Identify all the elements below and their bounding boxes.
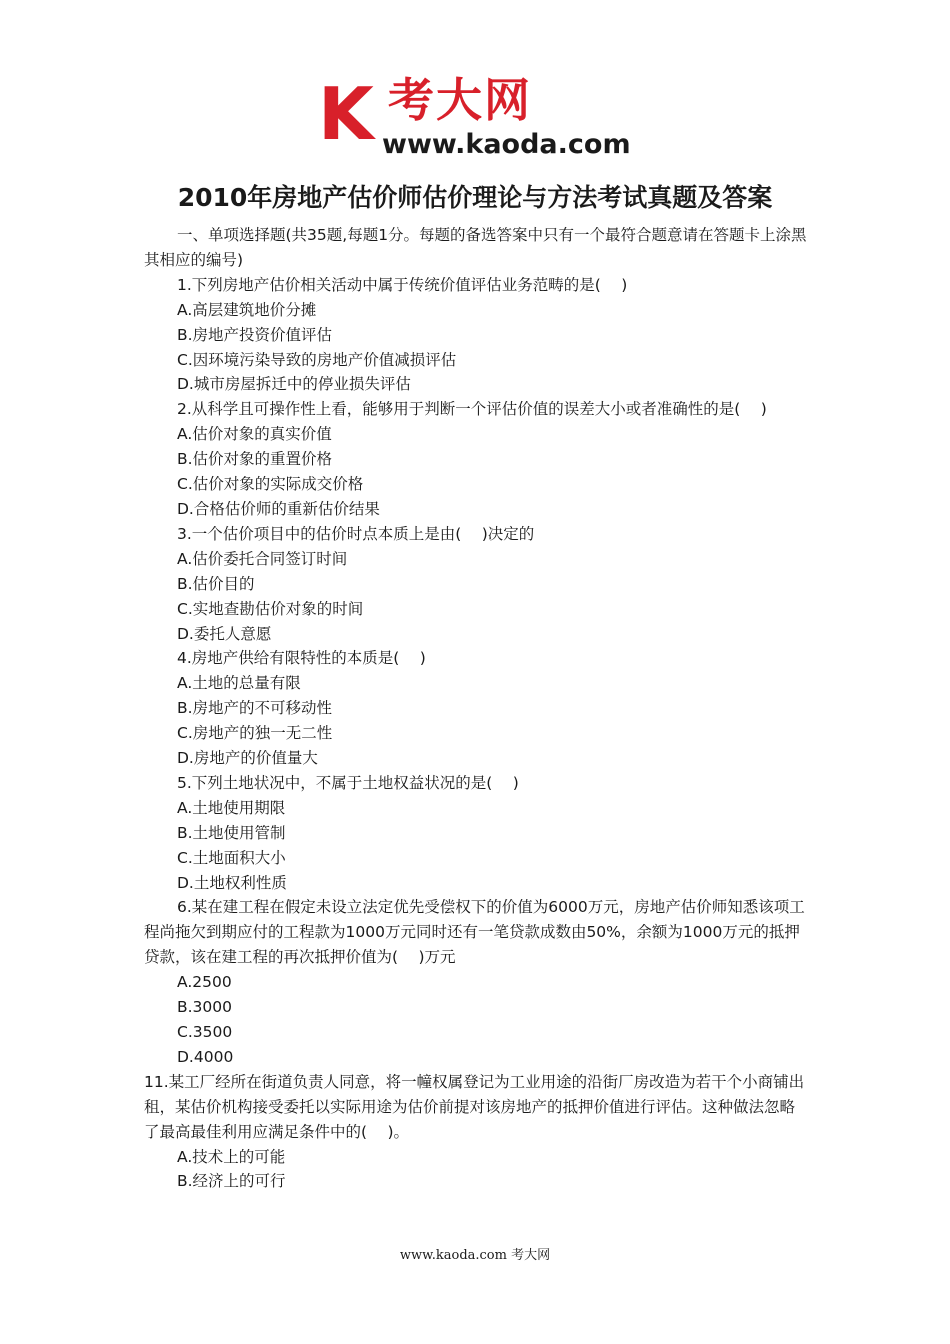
option-b: B.估价目的 — [177, 574, 255, 593]
option-a: A.高层建筑地价分摊 — [177, 300, 317, 319]
option-d: D.城市房屋拆迁中的停业损失评估 — [177, 375, 411, 394]
question-stem: 2.从科学且可操作性上看，能够用于判断一个评估价值的误差大小或者准确性的是( ) — [177, 400, 767, 419]
option-b: B.经济上的可行 — [177, 1172, 286, 1191]
option-c: C.房地产的独一无二性 — [177, 724, 333, 743]
option-a: A.估价委托合同签订时间 — [177, 549, 348, 568]
kaoda-logo — [318, 72, 640, 164]
option-b: B.房地产的不可移动性 — [177, 699, 333, 718]
option-c: C.3500 — [177, 1023, 233, 1041]
document-body — [144, 223, 808, 1194]
question-stem: 6.某在建工程在假定未设立法定优先受偿权下的价值为6000万元，房地产估价师知悉该项工程尚拖欠到期应付的工程款为1000万元同时还有一笔贷款成数由50%，余额为1000万元的抵押贷款，该在建工程的再次抵押价值为( )万元 — [144, 898, 805, 967]
document-title: 2010年房地产估价师估价理论与方法考试真题及答案 — [177, 183, 773, 212]
option-b: B.3000 — [177, 998, 233, 1017]
option-a: A.2500 — [177, 973, 232, 992]
logo-k-mark: K — [318, 72, 372, 156]
question-4 — [144, 646, 808, 771]
section-intro: 一、单项选择题(共35题,每题1分。每题的备选答案中只有一个最符合题意请在答题卡上涂黑其相应的编号) — [144, 226, 807, 269]
question-stem: 4.房地产供给有限特性的本质是( ) — [177, 649, 426, 668]
question-stem: 11.某工厂经所在街道负责人同意，将一幢权属登记为工业用途的沿街厂房改造为若干个小商铺出租，某估价机构接受委托以实际用途为估价前提对该房地产的抵押价值进行评估。这种做法忽略了最高最佳利用应满足条件中的( )。 — [144, 1072, 805, 1141]
question-3 — [144, 522, 808, 647]
option-c: C.实地查勘估价对象的时间 — [177, 599, 364, 618]
option-a: A.估价对象的真实价值 — [177, 425, 332, 444]
option-b: B.房地产投资价值评估 — [177, 325, 333, 344]
question-stem: 1.下列房地产估价相关活动中属于传统价值评估业务范畴的是( ) — [177, 275, 628, 294]
option-d: D.房地产的价值量大 — [177, 749, 318, 768]
question-stem: 3.一个估价项目中的估价时点本质上是由( )决定的 — [177, 524, 535, 543]
option-d: D.委托人意愿 — [177, 624, 272, 643]
option-a: A.技术上的可能 — [177, 1147, 286, 1166]
option-c: C.土地面积大小 — [177, 848, 286, 867]
option-b: B.估价对象的重置价格 — [177, 450, 333, 469]
option-b: B.土地使用管制 — [177, 823, 286, 842]
option-a: A.土地使用期限 — [177, 798, 286, 817]
option-a: A.土地的总量有限 — [177, 674, 301, 693]
page-footer: www.kaoda.com 考大网 — [399, 1248, 551, 1263]
option-c: C.估价对象的实际成交价格 — [177, 475, 364, 494]
question-6 — [144, 895, 808, 1069]
option-d: D.土地权利性质 — [177, 873, 287, 892]
question-5 — [144, 771, 808, 896]
logo-chinese-name: 考大网 — [388, 73, 532, 127]
question-stem: 5.下列土地状况中，不属于土地权益状况的是( ) — [177, 773, 519, 792]
option-d: D.合格估价师的重新估价结果 — [177, 499, 380, 518]
logo-url: www.kaoda.com — [382, 129, 631, 160]
question-2 — [144, 397, 808, 522]
option-c: C.因环境污染导致的房地产价值减损评估 — [177, 350, 457, 369]
question-1 — [144, 273, 808, 398]
question-11 — [144, 1070, 808, 1195]
option-d: D.4000 — [177, 1047, 234, 1066]
